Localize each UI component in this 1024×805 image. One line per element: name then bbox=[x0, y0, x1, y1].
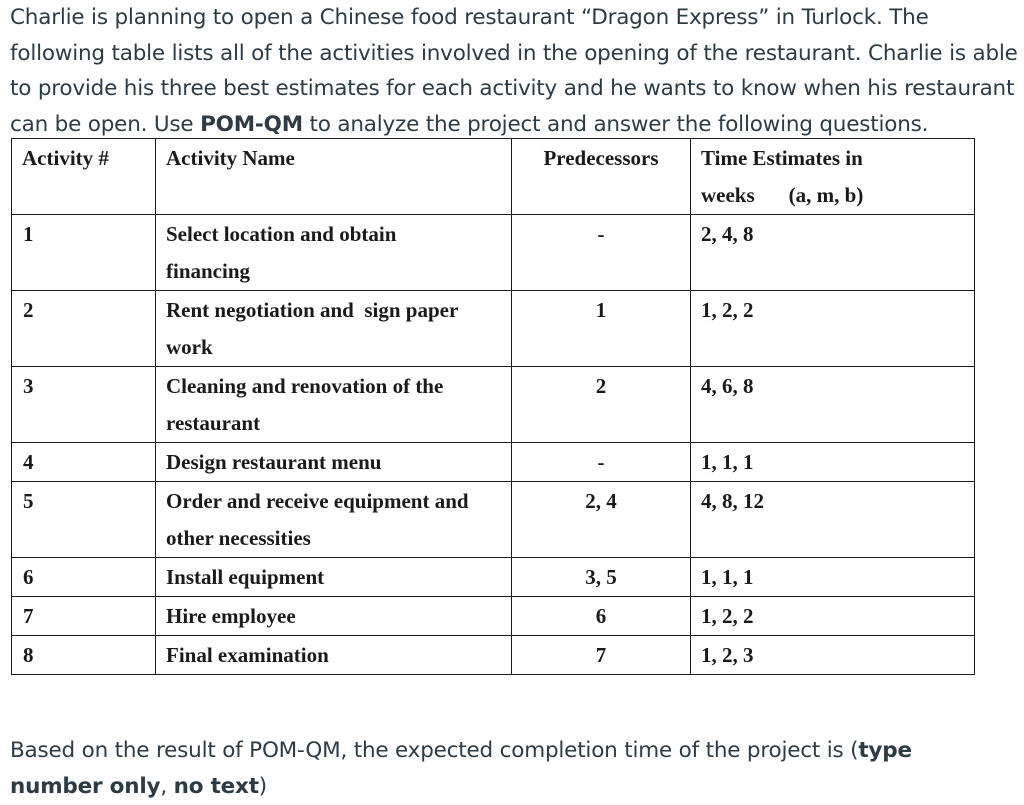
question-bold-no-text: no text bbox=[173, 774, 259, 799]
row-pred: 3, 5 bbox=[512, 558, 691, 597]
header-activity-num: Activity # bbox=[12, 139, 156, 215]
intro-paragraph bbox=[10, 0, 1022, 142]
table-row bbox=[12, 636, 975, 675]
header-time-amb: (a, m, b) bbox=[788, 183, 864, 207]
intro-text-end: to analyze the project and answer the following questions. bbox=[302, 111, 929, 137]
row-time: 4, 8, 12 bbox=[691, 482, 975, 558]
activities-table bbox=[11, 138, 975, 675]
row-pred: - bbox=[512, 443, 691, 482]
row-time: 1, 2, 2 bbox=[691, 597, 975, 636]
question-bold-type-number: type number only bbox=[10, 738, 912, 799]
row-pred: 2, 4 bbox=[512, 482, 691, 558]
table-row bbox=[12, 291, 975, 367]
row-time: 1, 1, 1 bbox=[691, 443, 975, 482]
table-row bbox=[12, 558, 975, 597]
row-name: Select location and obtain financing bbox=[156, 215, 512, 291]
header-activity-name: Activity Name bbox=[156, 139, 512, 215]
row-name: Cleaning and renovation of the restaurant bbox=[156, 367, 512, 443]
table-header-row bbox=[12, 139, 975, 215]
question-text: Based on the result of POM-QM, the expected completion time of the project is ( bbox=[10, 738, 859, 763]
row-time: 1, 1, 1 bbox=[691, 558, 975, 597]
row-time: 1, 2, 2 bbox=[691, 291, 975, 367]
row-time: 1, 2, 3 bbox=[691, 636, 975, 675]
question-paragraph bbox=[10, 733, 1010, 805]
row-name: Order and receive equipment and other necessities bbox=[156, 482, 512, 558]
row-name: Hire employee bbox=[156, 597, 512, 636]
row-time: 2, 4, 8 bbox=[691, 215, 975, 291]
header-time-weeks: weeks bbox=[701, 183, 755, 207]
row-time: 4, 6, 8 bbox=[691, 367, 975, 443]
row-name: Final examination bbox=[156, 636, 512, 675]
header-time-line1: Time Estimates in bbox=[701, 146, 863, 170]
question-sep: , bbox=[160, 774, 174, 799]
header-time-estimates bbox=[691, 139, 975, 215]
intro-bold-pomqm: POM-QM bbox=[200, 111, 303, 137]
row-num: 6 bbox=[12, 558, 156, 597]
row-num: 5 bbox=[12, 482, 156, 558]
question-close: ) bbox=[258, 774, 267, 799]
row-num: 7 bbox=[12, 597, 156, 636]
table-row bbox=[12, 597, 975, 636]
row-num: 4 bbox=[12, 443, 156, 482]
row-num: 2 bbox=[12, 291, 156, 367]
table-row bbox=[12, 215, 975, 291]
row-name: Install equipment bbox=[156, 558, 512, 597]
row-num: 8 bbox=[12, 636, 156, 675]
row-pred: 7 bbox=[512, 636, 691, 675]
row-pred: 2 bbox=[512, 367, 691, 443]
table-row bbox=[12, 482, 975, 558]
row-name: Design restaurant menu bbox=[156, 443, 512, 482]
table-row bbox=[12, 367, 975, 443]
table-row bbox=[12, 443, 975, 482]
row-pred: 6 bbox=[512, 597, 691, 636]
header-predecessors: Predecessors bbox=[512, 139, 691, 215]
row-pred: 1 bbox=[512, 291, 691, 367]
intro-text: Charlie is planning to open a Chinese food restaurant “Dragon Express” in Turlock. The following table lists all of the activities involved in the opening of the restaurant. Charlie is able to provide his three best estimates for each activity and he wants to know when his restaurant can be open. Use bbox=[10, 5, 1018, 137]
row-pred: - bbox=[512, 215, 691, 291]
row-num: 3 bbox=[12, 367, 156, 443]
row-num: 1 bbox=[12, 215, 156, 291]
row-name: Rent negotiation and sign paper work bbox=[156, 291, 512, 367]
